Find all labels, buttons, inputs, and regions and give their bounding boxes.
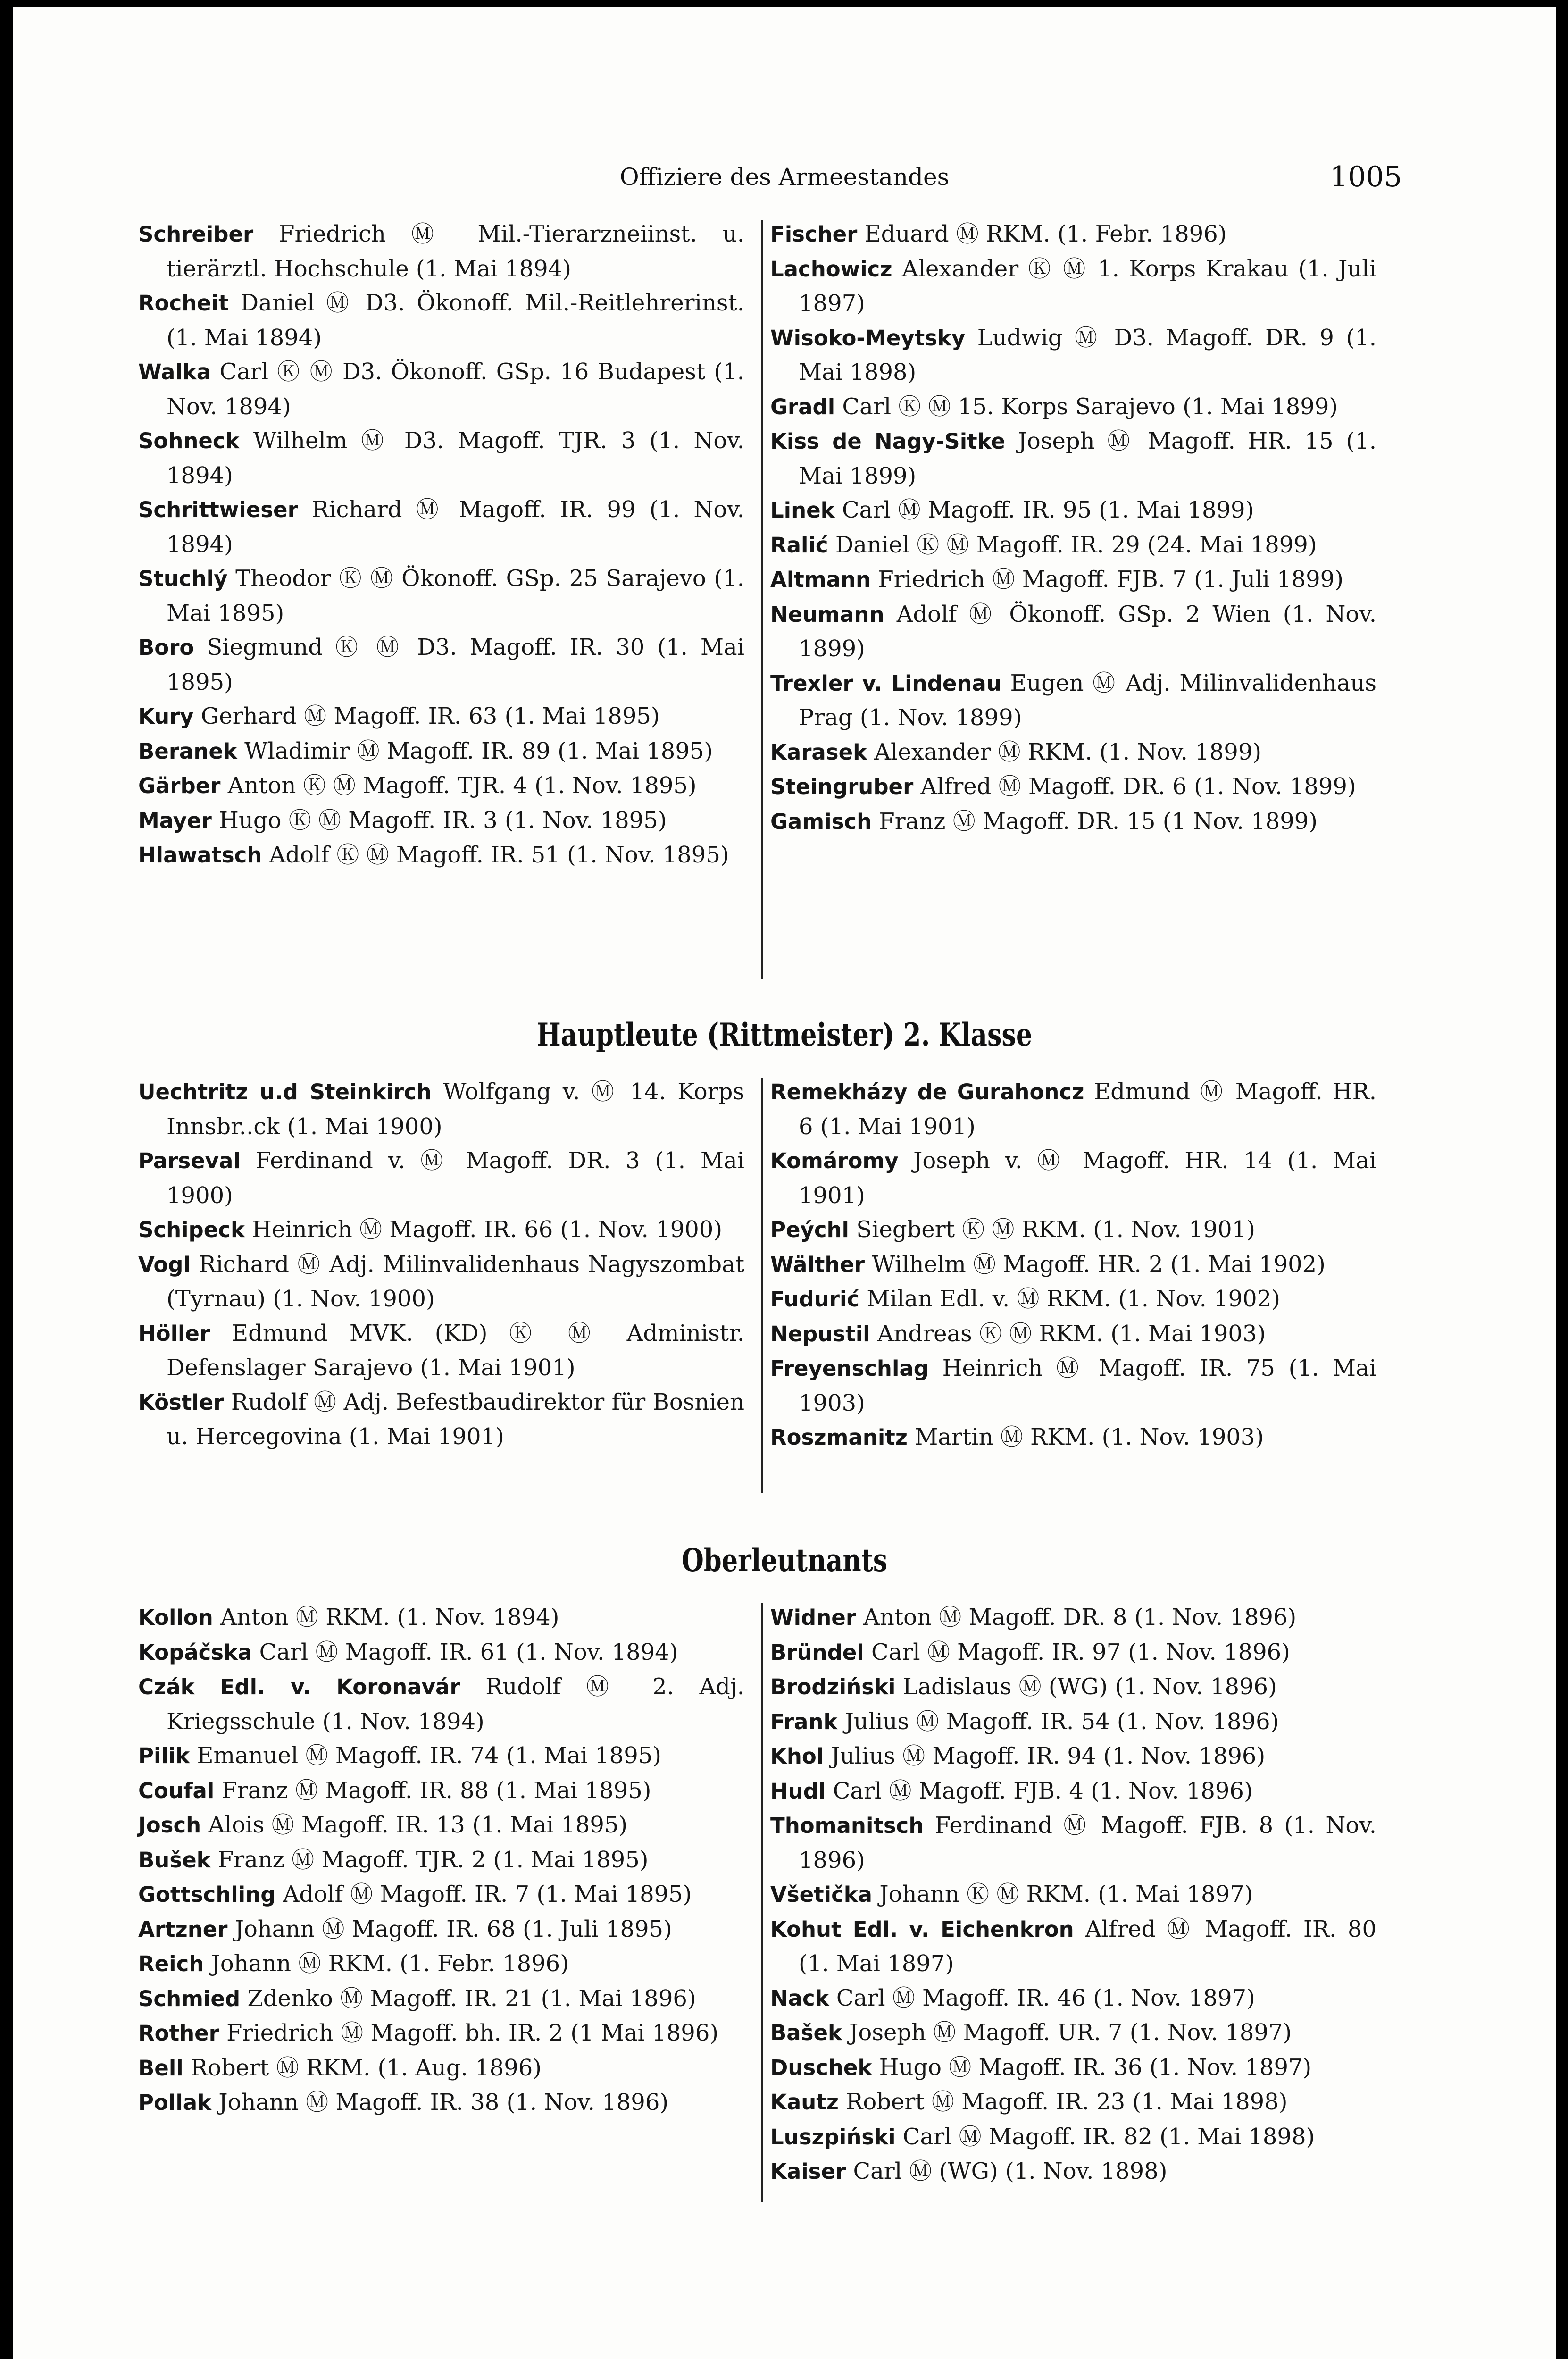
officer-entry [770,1981,1376,2016]
officer-surname: Pollak [138,2090,212,2115]
officer-entry [770,424,1376,493]
officer-surname: Freyenschlag [770,1356,929,1381]
officer-surname: Kohut Edl. v. Eichenkron [770,1916,1074,1942]
officer-surname: Hlawatsch [138,843,262,868]
officer-surname: Frank [770,1709,838,1734]
officer-details: Heinrich Ⓜ Magoff. IR. 66 (1. Nov. 1900) [252,1216,723,1243]
officer-details: Adolf Ⓜ Magoff. IR. 7 (1. Mai 1895) [283,1881,692,1907]
officer-details: Alfred Ⓜ Magoff. IR. 80 (1. Mai 1897) [799,1916,1377,1977]
officer-surname: Schreiber [138,222,254,247]
officer-entry [770,493,1376,528]
officer-surname: Rocheit [138,291,229,316]
officer-surname: Altmann [770,567,871,592]
officer-surname: Všetička [770,1882,873,1907]
officer-surname: Parseval [138,1148,241,1173]
officer-details: Ferdinand v. Ⓜ Magoff. DR. 3 (1. Mai 1900) [167,1147,744,1209]
officer-surname: Gottschling [138,1882,276,1907]
officer-surname: Rother [138,2021,219,2046]
officer-surname: Schmied [138,1986,241,2011]
officer-surname: Bašek [770,2020,842,2045]
officer-surname: Sohneck [138,428,240,453]
officer-details: Alexander Ⓜ RKM. (1. Nov. 1899) [874,738,1262,765]
officer-surname: Pilik [138,1743,190,1768]
page-header [13,160,1556,206]
officer-details: Friedrich Ⓜ Magoff. bh. IR. 2 (1 Mai 1896) [226,2020,719,2046]
officer-entry [138,1877,744,1912]
officer-entry [770,666,1376,735]
officer-surname: Karasek [770,739,867,765]
right-column [770,1600,1376,2189]
officer-surname: Duschek [770,2055,872,2080]
officer-details: Hugo Ⓚ Ⓜ Magoff. IR. 3 (1. Nov. 1895) [219,807,667,834]
officer-surname: Stuchlý [138,566,228,591]
officer-entry [138,769,744,803]
officer-entry [138,838,744,873]
officer-entry [770,1912,1376,1981]
officer-entry [138,1739,744,1773]
officer-surname: Thomanitsch [770,1813,924,1838]
officer-surname: Walka [138,360,211,385]
officer-entry [770,1247,1376,1282]
left-column [138,217,744,873]
officer-entry [770,1670,1376,1705]
officer-entry [770,2154,1376,2189]
officer-surname: Kollon [138,1605,213,1630]
officer-details: Richard Ⓜ Adj. Milinvalidenhaus Nagyszombat (Tyrnau) (1. Nov. 1900) [167,1251,744,1312]
officer-details: Johann Ⓜ Magoff. IR. 68 (1. Juli 1895) [234,1916,672,1942]
officer-entry [770,1213,1376,1247]
officer-details: Ludwig Ⓜ D3. Magoff. DR. 9 (1. Mai 1898) [799,324,1376,385]
officer-details: Gerhard Ⓜ Magoff. IR. 63 (1. Mai 1895) [200,703,660,729]
officer-entry [138,2016,744,2051]
officer-entry [138,1773,744,1808]
officer-entry [770,1774,1376,1809]
officer-entry [770,2085,1376,2120]
officer-entry [138,2085,744,2120]
officer-entry [138,630,744,699]
officer-surname: Kautz [770,2090,839,2115]
officer-details: Carl Ⓚ Ⓜ 15. Korps Sarajevo (1. Mai 1899) [842,393,1338,420]
officer-surname: Linek [770,498,835,523]
officer-entry [770,2016,1376,2050]
officer-surname: Kiss de Nagy-Sitke [770,429,1005,454]
officer-surname: Schrittwieser [138,497,298,522]
officer-details: Eduard Ⓜ RKM. (1. Febr. 1896) [864,221,1227,247]
officer-entry [138,2051,744,2086]
officer-entry [770,1282,1376,1317]
officer-entry [138,699,744,734]
officer-entry [770,562,1376,597]
officer-entry [138,355,744,424]
left-column [138,1075,744,1454]
officer-details: Johann Ⓚ Ⓜ RKM. (1. Mai 1897) [879,1881,1253,1907]
officer-surname: Khol [770,1744,824,1769]
officer-surname: Fudurić [770,1287,860,1312]
officer-details: Rudolf Ⓜ Adj. Befestbaudirektor für Bosnien u. Hercegovina (1. Mai 1901) [167,1389,744,1450]
officer-surname: Neumann [770,602,884,627]
officer-details: Adolf Ⓚ Ⓜ Magoff. IR. 51 (1. Nov. 1895) [269,842,729,868]
officer-surname: Roszmanitz [770,1425,908,1450]
officer-entry [770,597,1376,666]
officer-surname: Nepustil [770,1321,870,1347]
officer-entry [138,1912,744,1947]
officer-details: Ferdinand Ⓜ Magoff. FJB. 8 (1. Nov. 1896) [799,1812,1376,1874]
officer-entry [138,286,744,355]
officer-surname: Höller [138,1321,210,1346]
officer-entry [770,321,1376,390]
officer-surname: Czák Edl. v. Koronavár [138,1674,460,1699]
page-number: 1005 [1330,160,1402,193]
officer-surname: Remekházy de Gurahoncz [770,1079,1084,1104]
officer-details: Wolfgang v. Ⓜ 14. Korps Innsbr..ck (1. Mai 1900) [167,1079,745,1140]
officer-entry [138,734,744,769]
officer-details: Carl Ⓜ Magoff. IR. 46 (1. Nov. 1897) [836,1984,1255,2011]
officer-entry [138,217,744,286]
officer-entry [770,1705,1376,1740]
officer-surname: Hudl [770,1778,826,1804]
officer-surname: Trexler v. Lindenau [770,670,1001,696]
officer-entry [770,1739,1376,1774]
officer-details: Julius Ⓜ Magoff. IR. 94 (1. Nov. 1896) [831,1743,1266,1769]
officer-details: Alois Ⓜ Magoff. IR. 13 (1. Mai 1895) [208,1812,628,1838]
officer-entry [770,2120,1376,2155]
officer-surname: Widner [770,1605,857,1630]
officer-details: Franz Ⓜ Magoff. TJR. 2 (1. Mai 1895) [217,1846,649,1873]
officer-details: Wladimir Ⓜ Magoff. IR. 89 (1. Mai 1895) [244,737,713,764]
officer-details: Zdenko Ⓜ Magoff. IR. 21 (1. Mai 1896) [247,1985,696,2012]
left-column [138,1600,744,2120]
officer-details: Heinrich Ⓜ Magoff. IR. 75 (1. Mai 1903) [799,1355,1376,1416]
officer-surname: Ralić [770,532,828,558]
officer-details: Joseph Ⓜ Magoff. HR. 15 (1. Mai 1899) [799,428,1376,489]
officer-details: Carl Ⓜ Magoff. IR. 97 (1. Nov. 1896) [871,1639,1290,1665]
officer-surname: Josch [138,1813,201,1838]
officer-details: Wilhelm Ⓜ Magoff. HR. 2 (1. Mai 1902) [872,1251,1326,1278]
officer-details: Friedrich Ⓜ Mil.-Tierarzneiinst. u. tierärztl. Hochschule (1. Mai 1894) [167,221,744,282]
officer-entry [138,1808,744,1843]
officer-entry [770,804,1376,839]
officer-entry [138,1385,744,1454]
officer-details: Theodor Ⓚ Ⓜ Ökonoff. GSp. 25 Sarajevo (1. Mai 1895) [167,565,744,627]
officer-surname: Uechtritz u.d Steinkirch [138,1079,432,1104]
officer-surname: Boro [138,635,194,660]
officer-entry [138,1247,744,1316]
officer-entry [138,1947,744,1982]
officer-entry [770,1808,1376,1877]
officer-surname: Gradl [770,394,835,419]
officer-entry [138,424,744,493]
officer-details: Wilhelm Ⓜ D3. Magoff. TJR. 3 (1. Nov. 1894) [167,427,744,489]
officer-surname: Lachowicz [770,256,892,282]
officer-details: Edmund MVK. (KD) Ⓚ Ⓜ Administr. Defenslager Sarajevo (1. Mai 1901) [167,1320,744,1381]
officer-entry [138,1144,744,1213]
officer-entry [770,1635,1376,1670]
section-continued [138,217,1374,991]
section-oberleutnants [138,1600,1377,2214]
officer-surname: Bründel [770,1640,864,1665]
officer-entry [138,1843,744,1878]
officer-details: Friedrich Ⓜ Magoff. FJB. 7 (1. Juli 1899) [878,566,1343,593]
officer-surname: Vogl [138,1252,191,1277]
officer-surname: Nack [770,1985,829,2011]
officer-surname: Luszpiński [770,2124,896,2150]
officer-details: Adolf Ⓜ Ökonoff. GSp. 2 Wien (1. Nov. 1899) [799,601,1376,662]
officer-entry [138,1075,744,1144]
officer-details: Carl Ⓜ (WG) (1. Nov. 1898) [853,2158,1168,2184]
officer-surname: Bušek [138,1847,211,1873]
officer-surname: Kury [138,704,194,729]
officer-entry [770,735,1376,770]
officer-details: Hugo Ⓜ Magoff. IR. 36 (1. Nov. 1897) [879,2054,1312,2081]
officer-details: Richard Ⓜ Magoff. IR. 99 (1. Nov. 1894) [167,496,744,558]
officer-details: Siegbert Ⓚ Ⓜ RKM. (1. Nov. 1901) [856,1216,1255,1243]
officer-entry [770,1420,1376,1455]
officer-entry [138,1600,744,1635]
officer-surname: Wisoko-Meytsky [770,325,966,351]
officer-entry [770,2050,1376,2085]
officer-details: Andreas Ⓚ Ⓜ RKM. (1. Mai 1903) [877,1320,1266,1347]
officer-entry [770,252,1376,321]
officer-entry [770,1075,1376,1144]
officer-details: Anton Ⓜ RKM. (1. Nov. 1894) [220,1604,559,1631]
officer-details: Franz Ⓜ Magoff. IR. 88 (1. Mai 1895) [221,1777,651,1804]
officer-details: Daniel Ⓜ D3. Ökonoff. Mil.-Reitlehrerinst. (1. Mai 1894) [167,290,744,351]
officer-details: Julius Ⓜ Magoff. IR. 54 (1. Nov. 1896) [844,1708,1279,1735]
officer-surname: Köstler [138,1389,224,1415]
officer-entry [770,1877,1376,1912]
officer-entry [770,1144,1376,1213]
officer-entry [770,1600,1376,1635]
officer-details: Rudolf Ⓜ 2. Adj. Kriegsschule (1. Nov. 1894) [167,1673,744,1735]
officer-details: Joseph Ⓜ Magoff. UR. 7 (1. Nov. 1897) [849,2019,1292,2046]
running-title: Offiziere des Armeestandes [619,163,950,191]
officer-details: Alfred Ⓜ Magoff. DR. 6 (1. Nov. 1899) [920,773,1356,800]
officer-surname: Wälther [770,1252,865,1277]
officer-entry [138,1316,744,1385]
officer-details: Franz Ⓜ Magoff. DR. 15 (1 Nov. 1899) [879,808,1318,835]
officer-details: Johann Ⓜ RKM. (1. Febr. 1896) [211,1950,569,1977]
officer-details: Alexander Ⓚ Ⓜ 1. Korps Krakau (1. Juli 1897) [799,255,1376,317]
officer-surname: Kaiser [770,2159,846,2184]
column-divider [761,220,763,979]
officer-details: Carl Ⓜ Magoff. IR. 82 (1. Mai 1898) [902,2123,1315,2150]
officer-details: Carl Ⓚ Ⓜ D3. Ökonoff. GSp. 16 Budapest (1. Nov. 1894) [167,359,744,420]
officer-details: Anton Ⓚ Ⓜ Magoff. TJR. 4 (1. Nov. 1895) [227,772,697,799]
officer-details: Milan Edl. v. Ⓜ RKM. (1. Nov. 1902) [867,1286,1280,1312]
officer-surname: Beranek [138,738,237,764]
officer-entry [138,561,744,630]
officer-entry [770,1317,1376,1352]
section-hauptleute [138,1075,1374,1495]
officer-entry [138,1213,744,1247]
officer-entry [138,1670,744,1739]
officer-details: Carl Ⓜ Magoff. FJB. 4 (1. Nov. 1896) [833,1777,1253,1804]
officer-details: Ladislaus Ⓜ (WG) (1. Nov. 1896) [902,1673,1277,1700]
officer-entry [138,1982,744,2016]
officer-surname: Komáromy [770,1148,899,1173]
officer-entry [770,1351,1376,1420]
officer-details: Joseph v. Ⓜ Magoff. HR. 14 (1. Mai 1901) [799,1147,1376,1209]
officer-surname: Peýchl [770,1217,849,1242]
officer-entry [770,390,1376,425]
section-heading-oberleutnants: Oberleutnants [681,1542,888,1579]
officer-surname: Gamisch [770,809,872,834]
officer-entry [138,493,744,561]
officer-surname: Mayer [138,808,212,833]
officer-details: Robert Ⓜ Magoff. IR. 23 (1. Mai 1898) [846,2089,1288,2115]
officer-details: Siegmund Ⓚ Ⓜ D3. Magoff. IR. 30 (1. Mai 1895) [167,634,744,695]
column-divider [761,1078,763,1493]
officer-details: Anton Ⓜ Magoff. DR. 8 (1. Nov. 1896) [863,1604,1297,1631]
officer-details: Martin Ⓜ RKM. (1. Nov. 1903) [915,1424,1264,1450]
column-divider [761,1603,763,2202]
officer-surname: Fischer [770,222,858,247]
book-page [13,7,1556,2359]
officer-surname: Bell [138,2055,183,2081]
officer-entry [770,528,1376,563]
officer-details: Emanuel Ⓜ Magoff. IR. 74 (1. Mai 1895) [197,1742,662,1769]
officer-surname: Artzner [138,1916,228,1942]
officer-details: Johann Ⓜ Magoff. IR. 38 (1. Nov. 1896) [218,2089,669,2116]
officer-entry [770,770,1376,804]
officer-surname: Gärber [138,773,221,798]
officer-details: Edmund Ⓜ Magoff. HR. 6 (1. Mai 1901) [799,1079,1376,1140]
officer-details: Eugen Ⓜ Adj. Milinvalidenhaus Prag (1. Nov. 1899) [799,669,1376,731]
officer-entry [770,217,1376,252]
officer-entry [138,1635,744,1670]
officer-details: Carl Ⓜ Magoff. IR. 61 (1. Nov. 1894) [259,1639,678,1665]
officer-surname: Kopáčska [138,1640,252,1665]
right-column [770,217,1376,839]
officer-details: Daniel Ⓚ Ⓜ Magoff. IR. 29 (24. Mai 1899) [835,531,1317,558]
officer-details: Carl Ⓜ Magoff. IR. 95 (1. Mai 1899) [842,497,1254,523]
officer-surname: Steingruber [770,774,914,799]
officer-surname: Reich [138,1951,204,1976]
officer-surname: Coufal [138,1778,215,1803]
officer-surname: Brodziński [770,1674,896,1699]
right-column [770,1075,1376,1455]
officer-details: Robert Ⓜ RKM. (1. Aug. 1896) [190,2054,542,2081]
officer-entry [138,803,744,838]
section-heading-hauptleute: Hauptleute (Rittmeister) 2. Klasse [536,1016,1033,1053]
officer-surname: Schipeck [138,1217,245,1242]
